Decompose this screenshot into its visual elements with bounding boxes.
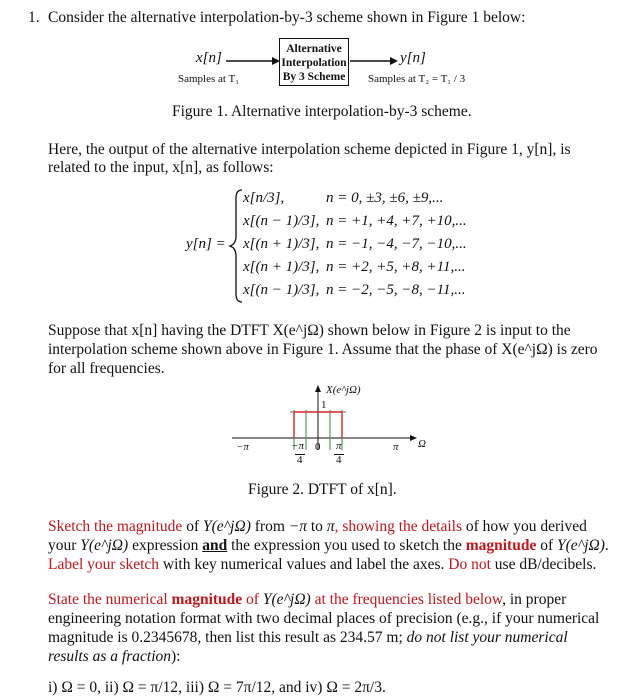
fig2-tick-zero: 0 bbox=[315, 441, 321, 453]
fig2-tick-neg-pi: −π bbox=[236, 441, 249, 453]
task2-line4: results as a fraction): bbox=[48, 648, 181, 665]
fig2-height-label: 1 bbox=[321, 399, 327, 411]
task2-line2: engineering notation format with two decimal places of precision (e.g., if your numerical bbox=[48, 610, 600, 627]
suppose-line2: interpolation scheme shown above in Figure 1. Assume that the phase of X(e^jΩ) is zero bbox=[48, 341, 598, 358]
task2-line1: State the numerical magnitude of Y(e^jΩ) at the frequencies listed below, in proper bbox=[48, 591, 567, 608]
explanation-line1: Here, the output of the alternative interpolation scheme depicted in Figure 1, y[n], is bbox=[48, 141, 571, 158]
fig1-box-line1: Alternative bbox=[286, 43, 342, 55]
fig2-y-arrowhead bbox=[315, 385, 321, 392]
fig1-input-sublabel: Samples at T₁ bbox=[178, 73, 240, 85]
case-1-cond: n = 0, ±3, ±6, ±9,... bbox=[326, 190, 444, 206]
fig1-caption: Figure 1. Alternative interpolation-by-3 scheme. bbox=[172, 103, 472, 120]
fig1-scheme-box bbox=[279, 38, 349, 86]
fig2-y-label: X(e^jΩ) bbox=[326, 384, 361, 396]
case-4-expr: x[(n + 1)/3], bbox=[243, 259, 320, 275]
fig1-box-line3: By 3 Scheme bbox=[282, 71, 346, 83]
suppose-line1: Suppose that x[n] having the DTFT X(e^jΩ) shown below in Figure 2 is input to the bbox=[48, 322, 571, 339]
question-number: 1. bbox=[28, 9, 40, 26]
case-2-cond: n = +1, +4, +7, +10,... bbox=[326, 213, 467, 229]
fig2-axes bbox=[0, 378, 637, 488]
task1-line2: your Y(e^jΩ) expression and the expression you used to sketch the magnitude of Y(e^jΩ). bbox=[48, 537, 609, 554]
fig2-tick-neg-pi4-den: 4 bbox=[297, 454, 303, 466]
fig2-tick-pi4-den: 4 bbox=[336, 454, 342, 466]
case-5-expr: x[(n − 1)/3], bbox=[243, 282, 320, 298]
case-4-cond: n = +2, +5, +8, +11,... bbox=[326, 259, 466, 275]
fig1-box-line2: Interpolation bbox=[281, 57, 347, 69]
fig1-output-label: y[n] bbox=[400, 50, 426, 66]
explanation-line2: related to the input, x[n], as follows: bbox=[48, 159, 274, 176]
suppose-line3: for all frequencies. bbox=[48, 360, 165, 377]
fig2-caption: Figure 2. DTFT of x[n]. bbox=[248, 481, 397, 498]
fig2-tick-neg-pi4-num: −π bbox=[291, 440, 304, 452]
fig1-output-sublabel: Samples at T₂ = T₁ / 3 bbox=[368, 73, 466, 85]
fig2-axis-omega: Ω bbox=[418, 438, 426, 450]
fig1-output-arrowhead bbox=[390, 57, 398, 65]
fig2-x-arrowhead bbox=[410, 435, 417, 441]
case-1-expr: x[n/3], bbox=[243, 190, 285, 206]
case-3-cond: n = −1, −4, −7, −10,... bbox=[326, 236, 467, 252]
case-5-cond: n = −2, −5, −8, −11,... bbox=[326, 282, 466, 298]
task2-line3: magnitude is 0.2345678, then list this result as 234.57 m; do not list your numerical bbox=[48, 629, 568, 646]
case-2-expr: x[(n − 1)/3], bbox=[243, 213, 320, 229]
task1-line3: Label your sketch with key numerical values and label the axes. Do not use dB/decibels. bbox=[48, 556, 597, 573]
equation-lhs: y[n] = bbox=[186, 236, 226, 252]
fig2-tick-pi: π bbox=[393, 441, 399, 453]
fig1-input-label: x[n] bbox=[196, 50, 222, 66]
fig2-tick-pi4-num: π bbox=[336, 440, 342, 452]
case-3-expr: x[(n + 1)/3], bbox=[243, 236, 320, 252]
task2-frequencies: i) Ω = 0, ii) Ω = π/12, iii) Ω = 7π/12, and iv) Ω = 2π/3. bbox=[48, 679, 386, 696]
task1-line1: Sketch the magnitude of Y(e^jΩ) from −π to π, showing the details of how you derived bbox=[48, 518, 587, 535]
question-intro: Consider the alternative interpolation-by-3 scheme shown in Figure 1 below: bbox=[48, 9, 526, 26]
